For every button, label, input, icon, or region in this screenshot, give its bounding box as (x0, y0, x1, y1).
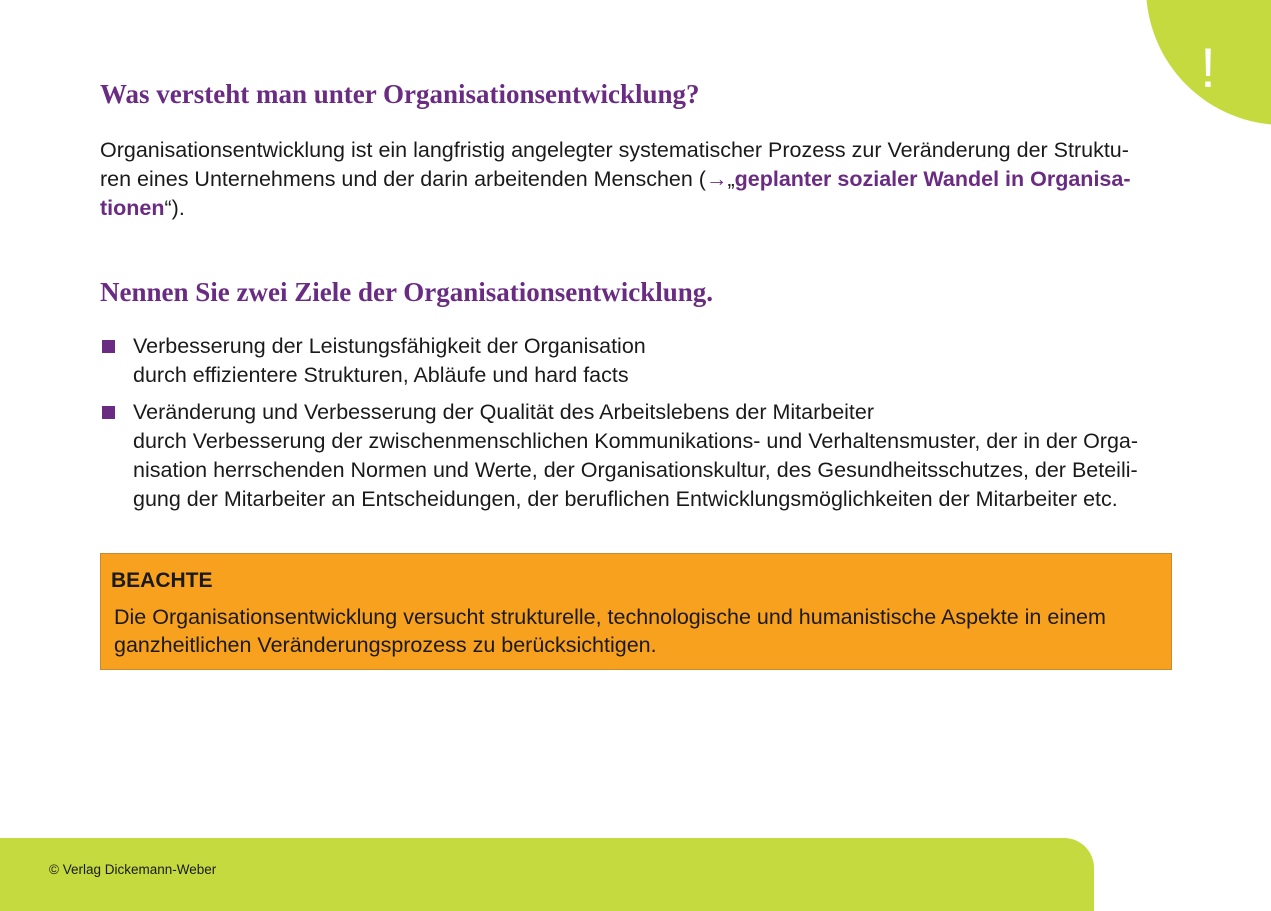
square-bullet-icon (102, 340, 115, 353)
question-1-heading: Was versteht man unter Organisationsentwicklung? (100, 79, 700, 109)
note-line-1: Die Organisationsentwicklung versucht strukturelle, technologische und humanistische Aspekte in einem (114, 605, 1106, 629)
question-2-section (100, 276, 1175, 308)
goal-2-line-4: gung der Mitarbeiter an Entscheidungen, der beruflichen Entwicklungsmöglichkeiten der Mitarbeiter etc. (133, 487, 1118, 511)
goal-item-1 (100, 332, 1175, 390)
answer-line-2: ren eines Unternehmens und der darin arbeitenden Menschen ( (100, 167, 706, 191)
question-1-section (100, 78, 1175, 110)
goal-1-line-1: Verbesserung der Leistungsfähigkeit der Organisation (133, 334, 646, 358)
reference-term-part-2: tionen (100, 196, 165, 220)
note-line-2: ganzheitlichen Veränderungsprozess zu berücksichtigen. (114, 633, 657, 657)
square-bullet-icon (102, 406, 115, 419)
note-title: BEACHTE (111, 569, 213, 592)
copyright-notice: © Verlag Dickemann-Weber (49, 862, 217, 877)
goal-2-line-1: Veränderung und Verbesserung der Qualität des Arbeitslebens der Mitarbeiter (133, 400, 875, 424)
note-text (114, 603, 1161, 659)
goal-1-line-2: durch effizientere Strukturen, Abläufe und hard facts (133, 363, 629, 387)
exclamation-icon: ! (1200, 36, 1216, 99)
quote-close: “). (164, 196, 185, 220)
question-1-answer (100, 136, 1175, 223)
reference-term-part-1: geplanter sozialer Wandel in Organisa- (734, 167, 1131, 191)
goal-2-line-3: nisation herrschenden Normen und Werte, der Organisationskultur, des Gesundheitsschutzes, der Beteili- (133, 458, 1138, 482)
question-2-heading: Nennen Sie zwei Ziele der Organisationsentwicklung. (100, 277, 714, 307)
quote-open: „ (727, 167, 735, 191)
goal-item-2 (100, 398, 1175, 514)
question-1-answer-text (100, 136, 1175, 223)
goal-2-line-2: durch Verbesserung der zwischenmenschlichen Kommunikations- und Verhaltensmuster, der in der Orga- (133, 429, 1139, 453)
answer-line-1: Organisationsentwicklung ist ein langfristig angelegter systematischer Prozess zur Veränderung der Struktu- (100, 138, 1129, 162)
goals-list (100, 332, 1175, 514)
footer-band (0, 838, 1094, 911)
arrow-right-icon: → (705, 167, 728, 191)
goals-list-container (100, 332, 1175, 522)
note-box (100, 553, 1172, 670)
